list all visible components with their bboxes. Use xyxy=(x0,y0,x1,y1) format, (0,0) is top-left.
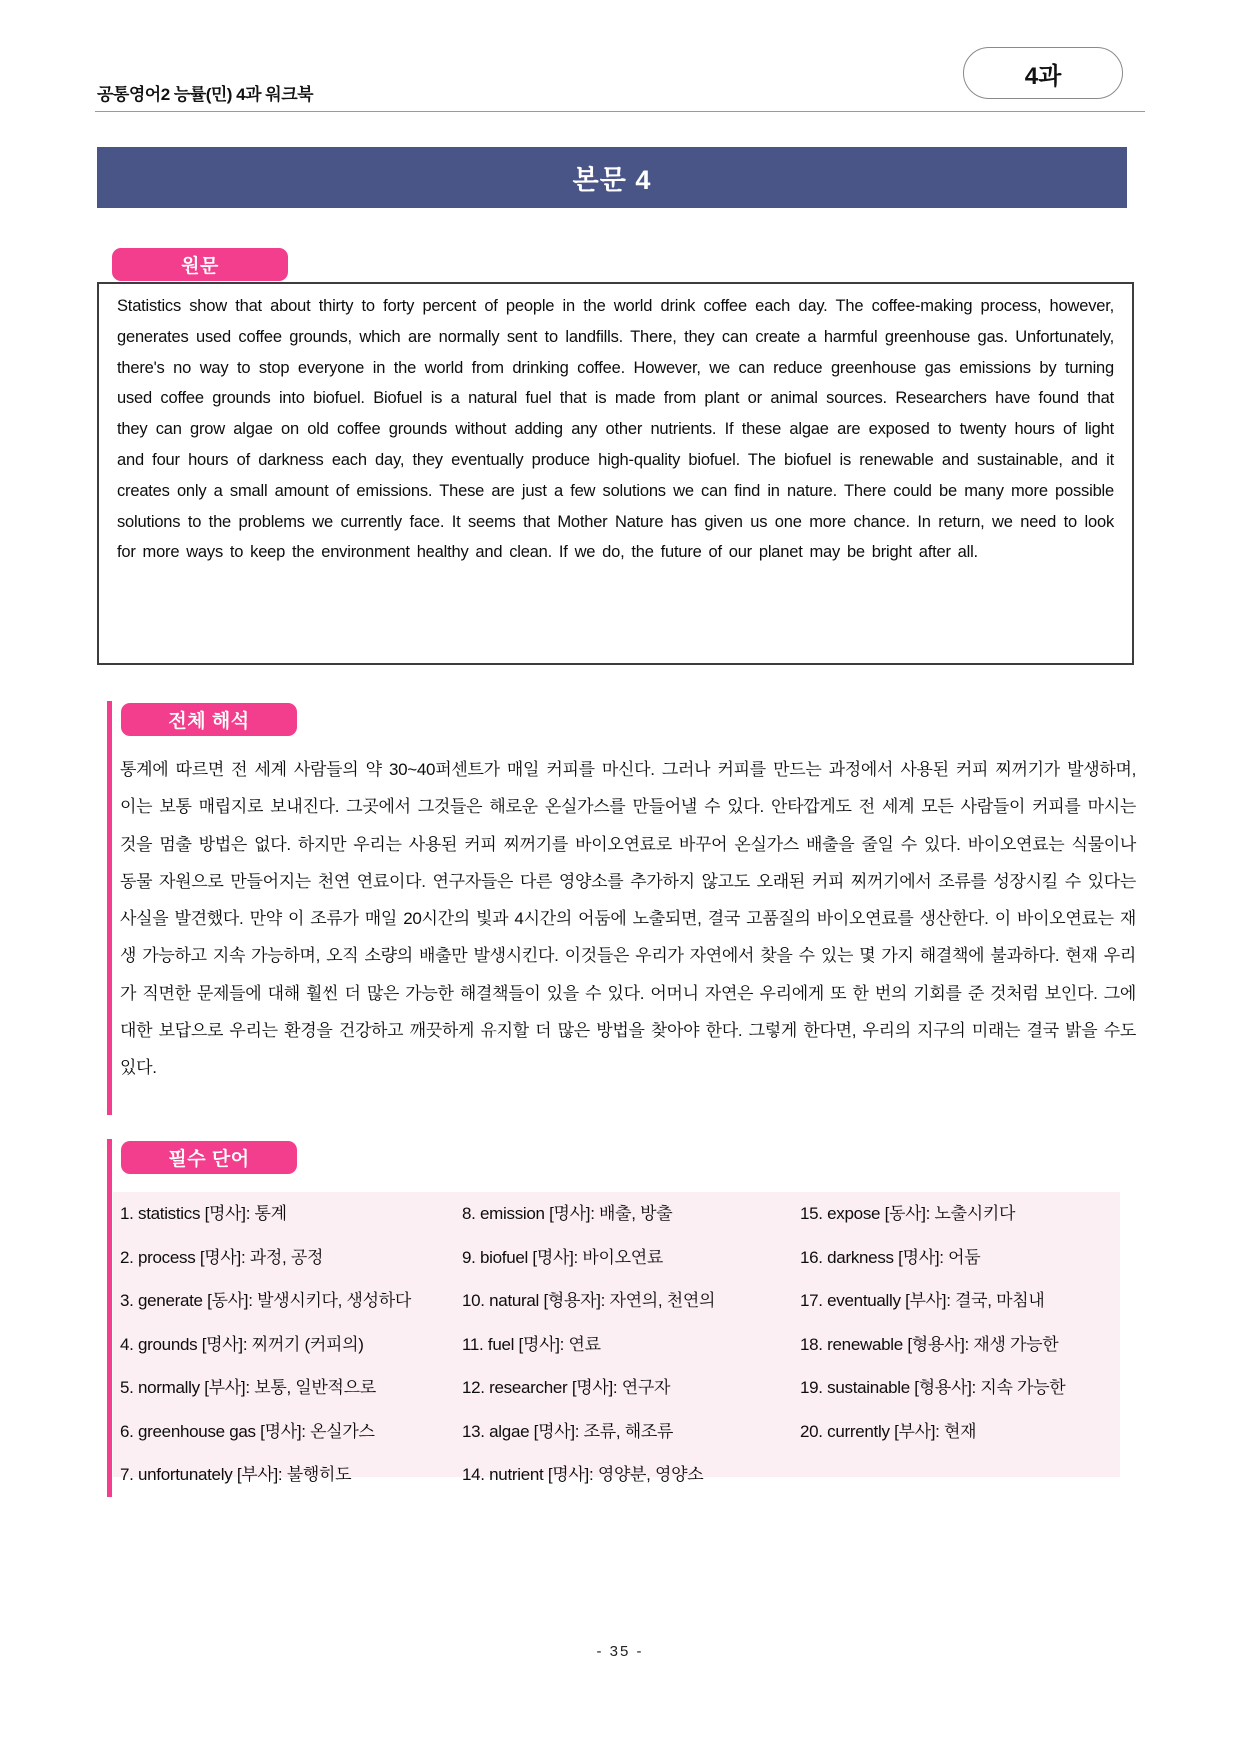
vocabulary-column-2 xyxy=(462,1203,800,1508)
vocab-item: 13. algae [명사]: 조류, 해조류 xyxy=(462,1421,674,1441)
vocab-item: 1. statistics [명사]: 통계 xyxy=(120,1204,287,1223)
vocab-item: 3. generate [동사]: 발생시키다, 생성하다 xyxy=(120,1291,412,1310)
original-text-chip-label: 원문 xyxy=(181,256,219,277)
vocab-item: 5. normally [부사]: 보통, 일반적으로 xyxy=(120,1378,376,1397)
vocab-item: 20. currently [부사]: 현재 xyxy=(800,1421,977,1441)
vocab-item: 6. greenhouse gas [명사]: 온실가스 xyxy=(120,1421,375,1441)
vocab-item: 11. fuel [명사]: 연료 xyxy=(462,1334,601,1354)
vocab-item: 14. nutrient [명사]: 영양분, 영양소 xyxy=(462,1465,704,1484)
vocab-item: 16. darkness [명사]: 어둠 xyxy=(800,1247,981,1267)
vocab-item: 9. biofuel [명사]: 바이오연료 xyxy=(462,1247,663,1267)
vocab-item: 17. eventually [부사]: 결국, 마침내 xyxy=(800,1291,1045,1310)
vocab-item: 4. grounds [명사]: 찌꺼기 (커피의) xyxy=(120,1334,364,1354)
vocab-item: 18. renewable [형용사]: 재생 가능한 xyxy=(800,1334,1059,1354)
vocab-item: 7. unfortunately [부사]: 불행히도 xyxy=(120,1465,352,1484)
translation-paragraph: 통계에 따르면 전 세계 사람들의 약 30~40퍼센트가 매일 커피를 마신다. 그러나 커피를 만드는 과정에서 사용된 커피 찌꺼기가 발생하며, 이는 보통 매립지로 보내진다. 그곳에서 그것들은 해로운 온실가스를 만들어낼 수 있다. 안타깝게도 전 세계 모든 사람들이 커피를 마시는 것을 멈출 방법은 없다. 하지만 우리는 사용된 커피 찌꺼기를 바이오연료로 바꾸어 온실가스 배출을 줄일 수 있다. 바이오연료는 식물이나 동물 자원으로 만들어지는 천연 연료이다. 연구자들은 다른 영양소를 추가하지 않고도 오래된 커피 찌꺼기에서 조류를 성장시킬 수 있다는 사실을 발견했다. 만약 이 조류가 매일 20시간의 빛과 4시간의 어둠에 노출되면, 결국 고품질의 바이오연료를 생산한다. 이 바이오연료는 재생 가능하고 지속 가능하며, 오직 소량의 배출만 발생시킨다. 이것들은 우리가 자연에서 찾을 수 있는 몇 가지 해결책에 불과하다. 현재 우리가 직면한 문제들에 대해 훨씬 더 많은 가능한 해결책들이 있을 수 있다. 어머니 자연은 우리에게 또 한 번의 기회를 준 것처럼 보인다. 그에 대한 보답으로 우리는 환경을 건강하고 깨끗하게 유지할 더 많은 방법을 찾아야 한다. 그렇게 한다면, 우리의 지구의 미래는 결국 밝을 수도 있다. xyxy=(120,760,1136,1078)
original-text-chip xyxy=(112,248,288,281)
header-divider xyxy=(95,111,1145,112)
header-title: 공통영어2 능률(민) 4과 워크북 xyxy=(97,85,314,104)
page-number: - 35 - xyxy=(596,1643,644,1660)
chapter-badge xyxy=(963,47,1123,99)
section-banner xyxy=(97,147,1127,208)
vocabulary-panel xyxy=(113,1192,1120,1484)
vocab-item: 8. emission [명사]: 배출, 방출 xyxy=(462,1204,673,1223)
vocab-item: 19. sustainable [형용사]: 지속 가능한 xyxy=(800,1378,1066,1397)
vocab-item: 12. researcher [명사]: 연구자 xyxy=(462,1378,671,1397)
vocabulary-chip-label: 필수 단어 xyxy=(168,1149,250,1170)
vocabulary-column-3 xyxy=(800,1203,1120,1508)
vocabulary-chip xyxy=(121,1141,297,1174)
vocab-item: 2. process [명사]: 과정, 공정 xyxy=(120,1247,324,1267)
section-banner-title: 본문 4 xyxy=(572,165,652,195)
vocabulary-accent-bar xyxy=(107,1139,112,1497)
vocab-item: 10. natural [형용자]: 자연의, 천연의 xyxy=(462,1291,716,1310)
translation-accent-bar xyxy=(107,701,112,1115)
vocabulary-column-1 xyxy=(120,1203,462,1508)
translation-chip xyxy=(121,703,297,736)
original-text-paragraph: Statistics show that about thirty to forty percent of people in the world drink coffee each day. The coffee-making process, however, generates used coffee grounds, which are normally sent to landfills. There, they can create a harmful greenhouse gas. Unfortunately, there's no way to stop everyone in the world from drinking coffee. However, we can reduce greenhouse gas emissions by turning used coffee grounds into biofuel. Biofuel is a natural fuel that is made from plant or animal sources. Researchers have found that they can grow algae on old coffee grounds without adding any other nutrients. If these algae are exposed to twenty hours of light and four hours of darkness each day, they eventually produce high-quality biofuel. The biofuel is renewable and sustainable, and it creates only a small amount of emissions. These are just a few solutions we can find in nature. There could be many more possible solutions to the problems we currently face. It seems that Mother Nature has given us one more chance. In return, we need to look for more ways to keep the environment healthy and clean. If we do, the future of our planet may be bright after all. xyxy=(117,297,1114,562)
original-text-box xyxy=(97,282,1134,665)
vocab-item: 15. expose [동사]: 노출시키다 xyxy=(800,1204,1016,1223)
translation-chip-label: 전체 해석 xyxy=(168,711,250,732)
chapter-badge-label: 4과 xyxy=(1024,62,1062,90)
